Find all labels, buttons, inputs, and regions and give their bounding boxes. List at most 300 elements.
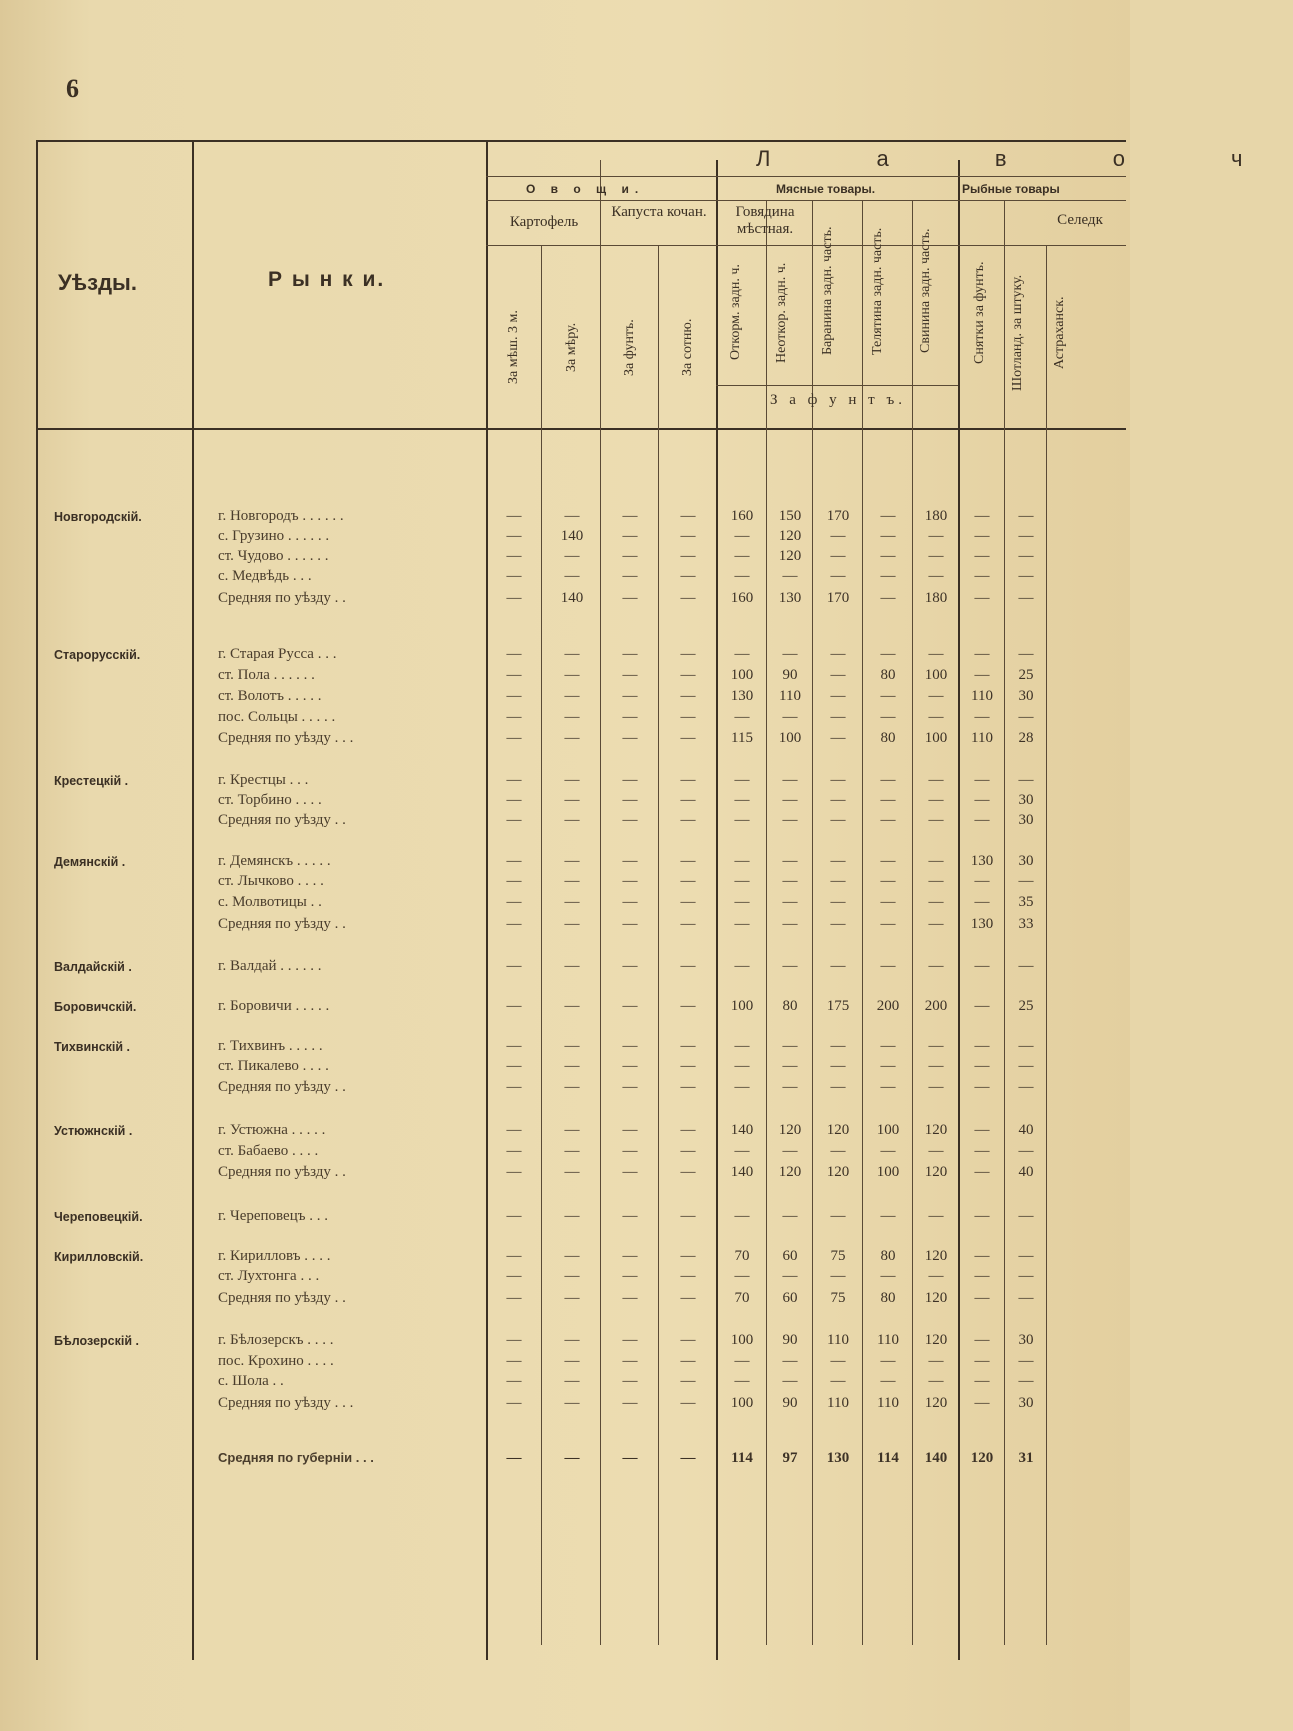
table-cell: 60 (782, 1248, 798, 1264)
table-cell: 120 (970, 1450, 994, 1466)
table-cell: — (974, 894, 990, 910)
market-name: Средняя по уѣзду . . (218, 1290, 346, 1306)
table-cell: 120 (778, 1164, 802, 1180)
table-cell: — (1018, 1038, 1034, 1054)
table-cell: 115 (731, 730, 753, 746)
table-cell: 120 (826, 1122, 850, 1138)
table-cell: — (564, 812, 580, 828)
table-cell: 110 (827, 1395, 849, 1411)
table-cell: — (974, 812, 990, 828)
table-cell: — (564, 916, 580, 932)
table-cell: 31 (1018, 1450, 1034, 1466)
column-header-7: Баранина задн. часть. (820, 226, 835, 356)
header-line-groups (486, 200, 1126, 201)
table-cell: 140 (924, 1450, 948, 1466)
uyezd-name: Бѣлозерскій . (54, 1334, 139, 1348)
column-header-12: Астраханск. (1052, 296, 1067, 369)
table-cell: 114 (877, 1450, 899, 1466)
table-cell: — (564, 1450, 580, 1466)
table-cell: — (680, 916, 696, 932)
table-cell: — (564, 958, 580, 974)
market-name: Средняя по уѣзду . . (218, 812, 346, 828)
table-cell: 28 (1018, 730, 1034, 746)
uyezd-name: Устюжнскій . (54, 1124, 133, 1138)
subgroup-seledki: Селедк (1057, 212, 1103, 228)
table-cell: — (680, 998, 696, 1014)
table-cell: 100 (730, 1332, 754, 1348)
table-cell: 170 (826, 590, 850, 606)
table-cell: 120 (924, 1332, 948, 1348)
table-cell: 90 (782, 1332, 798, 1348)
market-name: Средняя по уѣзду . . . (218, 730, 354, 746)
uyezd-name: Кирилловскій. (54, 1250, 144, 1264)
table-cell: — (680, 528, 696, 544)
table-cell: — (506, 688, 522, 704)
table-cell: — (564, 1208, 580, 1224)
uyezd-name: Боровичскій. (54, 1000, 137, 1014)
table-cell: — (782, 894, 798, 910)
market-name: г. Крестцы . . . (218, 772, 309, 788)
table-cell: — (928, 916, 944, 932)
table-cell: — (974, 568, 990, 584)
table-cell: — (1018, 873, 1034, 889)
table-cell: — (506, 528, 522, 544)
table-cell: — (622, 1122, 638, 1138)
table-cell: — (680, 730, 696, 746)
market-name: Средняя по губерніи . . . (218, 1450, 374, 1465)
column-header-6: Неоткор. задн. ч. (774, 262, 789, 363)
market-name: с. Молвотицы . . (218, 894, 322, 910)
table-cell: — (880, 894, 896, 910)
table-cell: — (622, 568, 638, 584)
column-header-11: Шотланд. за штуку. (1010, 274, 1025, 391)
table-cell: — (680, 894, 696, 910)
table-cell: — (830, 772, 846, 788)
table-cell: — (680, 1248, 696, 1264)
table-cell: — (680, 548, 696, 564)
table-cell: — (928, 1353, 944, 1369)
table-cell: — (734, 1143, 750, 1159)
table-cell: — (974, 646, 990, 662)
table-cell: — (564, 1058, 580, 1074)
table-cell: — (680, 1353, 696, 1369)
table-cell: — (974, 1248, 990, 1264)
table-cell: — (974, 772, 990, 788)
table-cell: — (506, 1290, 522, 1306)
table-cell: — (830, 1353, 846, 1369)
market-name: г. Старая Русса . . . (218, 646, 337, 662)
table-cell: — (564, 1038, 580, 1054)
table-cell: 100 (778, 730, 802, 746)
table-cell: — (622, 894, 638, 910)
table-cell: — (680, 709, 696, 725)
table-cell: — (622, 646, 638, 662)
table-cell: 30 (1018, 812, 1034, 828)
uyezd-name: Крестецкій . (54, 774, 129, 788)
table-cell: 30 (1018, 688, 1034, 704)
table-cell: — (782, 1079, 798, 1095)
table-cell: — (974, 508, 990, 524)
uyezd-name: Новгородскій. (54, 510, 142, 524)
table-cell: — (1018, 1208, 1034, 1224)
table-cell: — (622, 792, 638, 808)
market-name: ст. Волотъ . . . . . (218, 688, 322, 704)
rynki-header: Р ы н к и. (268, 268, 386, 291)
table-cell: — (928, 528, 944, 544)
table-cell: — (974, 1164, 990, 1180)
column-header-10: Снятки за фунтъ. (972, 261, 987, 364)
table-cell: — (880, 688, 896, 704)
market-name: ст. Торбино . . . . (218, 792, 322, 808)
market-name: г. Валдай . . . . . . (218, 958, 322, 974)
market-name: г. Бѣлозерскъ . . . . (218, 1332, 334, 1348)
market-name: г. Демянскъ . . . . . (218, 853, 331, 869)
table-cell: — (1018, 646, 1034, 662)
table-cell: — (1018, 590, 1034, 606)
table-cell: — (564, 508, 580, 524)
table-cell: — (564, 1268, 580, 1284)
table-cell: — (564, 772, 580, 788)
table-cell: 70 (734, 1248, 750, 1264)
header-line-subgroups (486, 245, 1126, 246)
table-cell: — (1018, 528, 1034, 544)
table-cell: 110 (877, 1395, 899, 1411)
table-cell: — (506, 1248, 522, 1264)
table-cell: — (974, 998, 990, 1014)
table-cell: 114 (731, 1450, 753, 1466)
table-cell: 110 (877, 1332, 899, 1348)
table-cell: — (680, 958, 696, 974)
table-cell: — (830, 792, 846, 808)
table-cell: — (782, 1373, 798, 1389)
table-cell: — (506, 1395, 522, 1411)
table-cell: — (680, 667, 696, 683)
table-cell: — (1018, 772, 1034, 788)
table-cell: 80 (880, 1248, 896, 1264)
market-name: г. Тихвинъ . . . . . (218, 1038, 323, 1054)
table-cell: 33 (1018, 916, 1034, 932)
table-cell: 140 (560, 590, 584, 606)
table-cell: — (506, 853, 522, 869)
table-cell: — (734, 1353, 750, 1369)
table-cell: — (928, 1268, 944, 1284)
market-name: г. Кирилловъ . . . . (218, 1248, 331, 1264)
table-cell: — (782, 873, 798, 889)
table-cell: — (564, 646, 580, 662)
table-cell: — (782, 568, 798, 584)
table-cell: 180 (924, 508, 948, 524)
table-cell: — (680, 1290, 696, 1306)
table-cell: 120 (924, 1122, 948, 1138)
market-name: ст. Чудово . . . . . . (218, 548, 329, 564)
table-cell: 175 (826, 998, 850, 1014)
table-cell: — (680, 1122, 696, 1138)
table-cell: — (974, 1079, 990, 1095)
table-cell: — (622, 1208, 638, 1224)
table-cell: — (1018, 1268, 1034, 1284)
table-cell: 35 (1018, 894, 1034, 910)
group-myasnye: Мясные товары. (776, 182, 876, 196)
table-cell: 30 (1018, 853, 1034, 869)
table-cell: — (928, 894, 944, 910)
table-cell: 80 (880, 730, 896, 746)
table-cell: — (928, 1038, 944, 1054)
table-cell: — (880, 646, 896, 662)
table-cell: — (928, 792, 944, 808)
column-header-3: За фунтъ. (622, 319, 637, 376)
table-cell: — (928, 568, 944, 584)
rule-col11 (1046, 245, 1047, 1645)
table-cell: — (622, 1058, 638, 1074)
subgroup-kapusta: Капуста кочан. (611, 204, 707, 220)
table-cell: 130 (970, 853, 994, 869)
table-cell: 30 (1018, 1395, 1034, 1411)
table-cell: 120 (924, 1164, 948, 1180)
table-cell: — (880, 772, 896, 788)
table-cell: — (564, 792, 580, 808)
table-cell: — (974, 1373, 990, 1389)
table-cell: — (974, 528, 990, 544)
table-cell: — (928, 548, 944, 564)
table-cell: — (1018, 548, 1034, 564)
market-name: Средняя по уѣзду . . . (218, 1395, 354, 1411)
table-cell: — (622, 528, 638, 544)
table-cell: 120 (826, 1164, 850, 1180)
table-cell: — (880, 958, 896, 974)
table-cell: — (564, 1332, 580, 1348)
header-bottom-rule (36, 428, 1126, 430)
table-cell: — (734, 1079, 750, 1095)
table-cell: 140 (560, 528, 584, 544)
table-cell: — (782, 853, 798, 869)
table-cell: — (974, 548, 990, 564)
table-cell: — (734, 853, 750, 869)
uyezd-name: Старорусскій. (54, 648, 141, 662)
table-cell: — (880, 916, 896, 932)
table-cell: — (782, 1143, 798, 1159)
table-cell: — (830, 1268, 846, 1284)
table-cell: 120 (778, 528, 802, 544)
table-cell: — (734, 1373, 750, 1389)
table-cell: 80 (880, 1290, 896, 1306)
table-cell: — (782, 709, 798, 725)
table-cell: — (564, 709, 580, 725)
column-header-1: За мѣш. 3 м. (506, 310, 521, 385)
table-cell: — (506, 812, 522, 828)
table-cell: — (880, 709, 896, 725)
table-cell: — (974, 667, 990, 683)
uyezdy-header: Уѣзды. (58, 270, 137, 295)
table-cell: — (974, 1290, 990, 1306)
table-cell: — (622, 1332, 638, 1348)
table-cell: — (734, 916, 750, 932)
table-cell: 25 (1018, 667, 1034, 683)
table-cell: — (974, 1332, 990, 1348)
table-cell: — (506, 998, 522, 1014)
table-cell: — (830, 1373, 846, 1389)
page-number: 6 (66, 74, 79, 103)
table-cell: 25 (1018, 998, 1034, 1014)
table-cell: — (506, 1353, 522, 1369)
table-cell: 100 (730, 998, 754, 1014)
table-cell: 100 (876, 1164, 900, 1180)
table-cell: — (830, 812, 846, 828)
table-cell: 90 (782, 667, 798, 683)
table-cell: — (734, 528, 750, 544)
table-cell: — (622, 1450, 638, 1466)
table-cell: 180 (924, 590, 948, 606)
table-cell: — (564, 1122, 580, 1138)
rule-col3 (658, 245, 659, 1645)
table-cell: — (564, 1143, 580, 1159)
table-cell: — (782, 1208, 798, 1224)
table-cell: 70 (734, 1290, 750, 1306)
table-cell: — (782, 1268, 798, 1284)
market-name: г. Новгородъ . . . . . . (218, 508, 344, 524)
table-cell: — (782, 646, 798, 662)
table-cell: — (506, 772, 522, 788)
table-cell: — (622, 688, 638, 704)
table-cell: — (622, 853, 638, 869)
table-cell: — (1018, 1079, 1034, 1095)
table-cell: — (1018, 1248, 1034, 1264)
table-cell: — (974, 1058, 990, 1074)
table-cell: — (734, 1208, 750, 1224)
subgroup-kartofel: Картофель (509, 214, 579, 230)
table-cell: — (564, 1395, 580, 1411)
table-cell: — (506, 1373, 522, 1389)
table-cell: — (830, 688, 846, 704)
table-cell: — (830, 646, 846, 662)
table-cell: — (974, 1395, 990, 1411)
table-cell: — (734, 894, 750, 910)
table-cell: — (506, 590, 522, 606)
table-cell: — (564, 894, 580, 910)
table-cell: 80 (782, 998, 798, 1014)
table-cell: — (880, 1373, 896, 1389)
table-cell: — (734, 812, 750, 828)
table-cell: — (830, 1079, 846, 1095)
table-cell: — (506, 873, 522, 889)
table-top-rule (36, 140, 1126, 142)
table-cell: — (680, 1058, 696, 1074)
table-cell: — (1018, 1373, 1034, 1389)
table-cell: — (830, 1038, 846, 1054)
table-cell: 100 (876, 1122, 900, 1138)
table-cell: — (880, 1079, 896, 1095)
table-cell: — (830, 548, 846, 564)
table-cell: — (1018, 1058, 1034, 1074)
table-cell: — (622, 1395, 638, 1411)
table-cell: — (734, 873, 750, 889)
table-cell: — (974, 709, 990, 725)
table-cell: — (506, 1058, 522, 1074)
table-cell: 120 (778, 1122, 802, 1138)
table-cell: — (680, 568, 696, 584)
table-cell: — (506, 667, 522, 683)
table-cell: — (880, 1268, 896, 1284)
rule-col2 (600, 160, 601, 1645)
table-cell: — (734, 709, 750, 725)
table-cell: — (880, 568, 896, 584)
market-name: ст. Пола . . . . . . (218, 667, 315, 683)
table-cell: — (928, 688, 944, 704)
table-cell: — (622, 1373, 638, 1389)
table-cell: — (830, 853, 846, 869)
table-cell: — (506, 1332, 522, 1348)
table-cell: — (680, 688, 696, 704)
table-cell: — (1018, 709, 1034, 725)
table-cell: — (928, 958, 944, 974)
table-cell: — (564, 568, 580, 584)
table-cell: — (928, 1079, 944, 1095)
table-cell: 160 (730, 590, 754, 606)
market-name: г. Боровичи . . . . . (218, 998, 330, 1014)
market-name: Средняя по уѣзду . . (218, 916, 346, 932)
table-cell: — (622, 1164, 638, 1180)
table-cell: — (506, 958, 522, 974)
statistics-table (36, 140, 1293, 1670)
table-cell: — (830, 873, 846, 889)
table-cell: — (734, 792, 750, 808)
table-cell: — (928, 1143, 944, 1159)
table-cell: — (880, 1143, 896, 1159)
table-cell: — (506, 1038, 522, 1054)
table-cell: — (880, 590, 896, 606)
table-cell: — (734, 568, 750, 584)
table-cell: — (680, 646, 696, 662)
table-cell: — (564, 730, 580, 746)
table-cell: — (564, 1079, 580, 1095)
table-cell: 120 (778, 548, 802, 564)
table-cell: — (880, 1038, 896, 1054)
header-line-units (716, 385, 958, 386)
table-cell: 120 (924, 1248, 948, 1264)
table-cell: — (564, 998, 580, 1014)
table-cell: — (506, 1079, 522, 1095)
table-cell: — (506, 709, 522, 725)
table-cell: 200 (876, 998, 900, 1014)
table-cell: — (680, 772, 696, 788)
table-cell: — (622, 1290, 638, 1306)
table-cell: — (928, 812, 944, 828)
table-cell: — (506, 646, 522, 662)
table-cell: — (880, 812, 896, 828)
table-cell: — (622, 548, 638, 564)
table-cell: 160 (730, 508, 754, 524)
table-cell: — (622, 772, 638, 788)
table-cell: — (506, 894, 522, 910)
table-cell: — (830, 894, 846, 910)
table-cell: — (880, 873, 896, 889)
table-cell: 140 (730, 1122, 754, 1138)
table-cell: 120 (924, 1290, 948, 1306)
table-cell: — (622, 709, 638, 725)
table-cell: — (782, 916, 798, 932)
table-cell: 100 (730, 667, 754, 683)
table-cell: 150 (778, 508, 802, 524)
table-cell: 40 (1018, 1122, 1034, 1138)
column-header-4: За сотню. (680, 318, 695, 377)
table-cell: 130 (778, 590, 802, 606)
table-cell: — (506, 1143, 522, 1159)
market-name: ст. Лычково . . . . (218, 873, 324, 889)
header-line-top-group (486, 176, 1126, 177)
table-cell: 90 (782, 1395, 798, 1411)
table-cell: 75 (830, 1290, 846, 1306)
table-cell: — (734, 1058, 750, 1074)
table-cell: — (830, 916, 846, 932)
